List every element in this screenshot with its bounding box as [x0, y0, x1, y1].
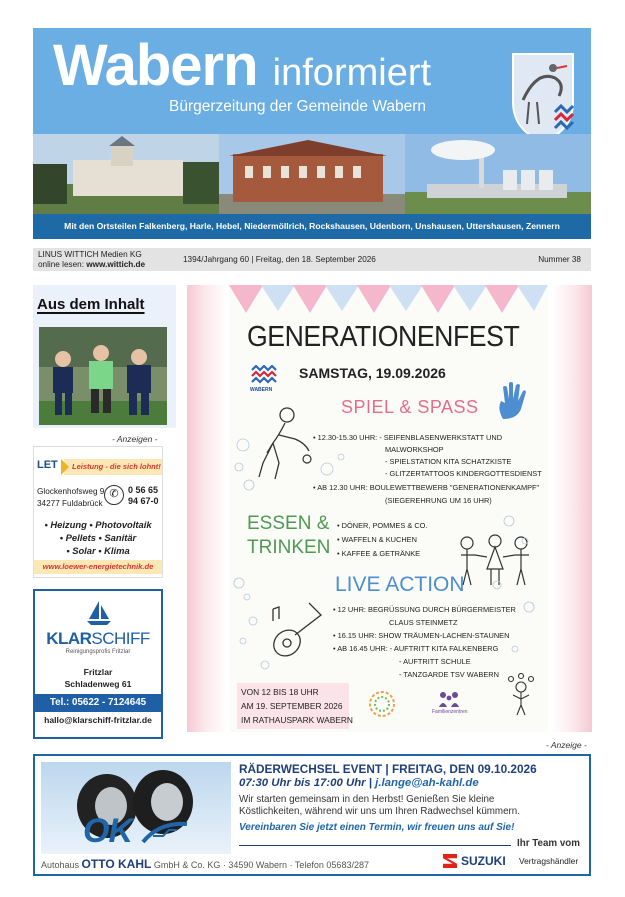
live-line-4: • AB 16.45 UHR: - AUFTRITT KITA FALKENBERG [333, 644, 499, 653]
tires-image [41, 762, 231, 854]
ad-klar-phone[interactable]: Tel.: 05622 - 7124645 [35, 694, 161, 712]
masthead [33, 28, 591, 239]
ad-klar-city: Fritzlar [83, 667, 113, 677]
kahl-time-line: 07:30 Uhr bis 17:00 Uhr | j.lange@ah-kahl.de [239, 777, 479, 789]
ad-klar-name-b: SCHIFF [91, 629, 150, 648]
online-read [38, 260, 145, 269]
essen-heading-1: ESSEN & [247, 513, 330, 534]
live-line-3: • 16.15 UHR: SHOW TRÄUMEN-LACHEN-STAUNEN [333, 631, 510, 640]
ok-logo-swoosh-icon [139, 818, 191, 848]
masthead-subtitle: Bürgerzeitung der Gemeinde Wabern [169, 98, 427, 115]
kahl-cta: Vereinbaren Sie jetzt einen Termin, wir freuen uns auf Sie! [239, 822, 515, 833]
kahl-footer-prefix: Autohaus [41, 860, 80, 870]
spiel-line-4: - GLITZERTATTOOS KINDERGOTTESDIENST [385, 469, 542, 478]
ad-loewer-line3: • Solar • Klima [66, 545, 130, 556]
ad-klarschiff[interactable] [33, 589, 163, 739]
suzuki-logo-icon [443, 854, 457, 868]
kahl-time: 07:30 Uhr bis 17:00 Uhr [239, 777, 366, 789]
generationenfest-poster[interactable] [229, 285, 548, 732]
ad-loewer-phone1: 0 56 65 [128, 485, 159, 495]
ad-klar-name [35, 629, 161, 649]
publisher: LINUS WITTICH Medien KG [38, 250, 142, 259]
spiel-line-6: (SIEGEREHRUNG UM 16 UHR) [385, 496, 492, 505]
ok-logo: OK [83, 812, 132, 850]
kahl-team: Ihr Team vom [517, 838, 580, 849]
phone-icon: ✆ [104, 485, 124, 505]
towns-banner: Mit den Ortsteilen Falkenberg, Harle, Hebel, Niedermöllrich, Rockshausen, Udenborn, Unshausen, Uttershausen, Zennern [33, 214, 591, 239]
ad-label: - Anzeige - [546, 740, 587, 750]
contents-title: Aus dem Inhalt [37, 296, 145, 313]
poster-date: SAMSTAG, 19.09.2026 [299, 365, 446, 381]
live-line-5: - AUFTRITT SCHULE [399, 657, 471, 666]
kahl-footer-rest: GmbH & Co. KG · 34590 Wabern · Telefon 05683/287 [153, 860, 369, 870]
wabern-logo-icon [251, 365, 277, 385]
kahl-email-link[interactable]: j.lange@ah-kahl.de [375, 777, 479, 789]
kahl-divider [239, 845, 511, 846]
title-wabern: Wabern [53, 33, 258, 98]
time-line-2: AM 19. SEPTEMBER 2026 [241, 701, 343, 711]
live-line-6: - TANZGARDE TSV WABERN [399, 670, 499, 679]
ad-loewer-energietechnik[interactable] [33, 446, 163, 578]
essen-line-3: • KAFFEE & GETRÄNKE [337, 549, 421, 558]
familienzentren-icon [437, 691, 461, 707]
masthead-photos [33, 134, 591, 214]
sailboat-icon [85, 599, 113, 627]
time-line-1: VON 12 BIS 18 UHR [241, 687, 319, 697]
children-drawing [455, 533, 535, 589]
masthead-title [53, 32, 431, 99]
ad-loewer-line2: • Pellets • Sanitär [59, 532, 137, 543]
spiel-heading: SPIEL & SPASS [341, 397, 479, 417]
kahl-body-1: Wir starten gemeinsam in den Herbst! Genießen Sie kleine [239, 794, 495, 805]
ad-autohaus-otto-kahl[interactable] [33, 754, 591, 876]
partner-wreath-icon [367, 689, 397, 719]
ad-loewer-city: 34277 Fuldabrück [37, 499, 103, 508]
ad-loewer-logo: LET [37, 459, 58, 471]
ad-loewer-phone2: 94 67-0 [128, 496, 159, 506]
kahl-headline: RÄDERWECHSEL EVENT | FREITAG, DEN 09.10.2026 [239, 762, 537, 776]
essen-line-1: • DÖNER, POMMES & CO. [337, 521, 428, 530]
ad-klar-tagline: Reinigungsprofis Fritzlar [65, 649, 131, 655]
online-prefix: online lesen: [38, 260, 84, 269]
issue-info: 1394/Jahrgang 60 | Freitag, den 18. September 2026 [183, 255, 376, 264]
guitar-drawing [265, 599, 327, 661]
online-url-link[interactable]: www.wittich.de [86, 260, 146, 269]
issue-number: Nummer 38 [538, 255, 581, 264]
poster-title: GENERATIONENFEST [247, 321, 520, 353]
spiel-line-2: MALWORKSHOP [385, 445, 444, 454]
info-bar [33, 248, 591, 271]
ad-loewer-street: Glockenhofsweg 9 [37, 487, 105, 496]
essen-line-2: • WAFFELN & KUCHEN [337, 535, 417, 544]
juggler-drawing [505, 673, 537, 717]
essen-heading-2: TRINKEN [247, 537, 331, 558]
contents-box [33, 285, 176, 428]
bunting-decoration [229, 285, 548, 317]
ads-label: - Anzeigen - [112, 434, 158, 444]
suzuki-suffix: Vertragshändler [519, 856, 579, 866]
suzuki-brand: SUZUKI [461, 854, 506, 868]
ad-klar-street: Schladenweg 61 [64, 679, 132, 689]
live-line-2: CLAUS STEINMETZ [389, 618, 458, 627]
handprint-icon [491, 381, 531, 421]
title-informiert: informiert [272, 52, 432, 94]
poster-logo-label: WABERN [250, 387, 273, 393]
ad-loewer-slogan: Leistung - die sich lohnt! [72, 462, 161, 471]
kahl-footer [41, 857, 369, 871]
time-line-3: IM RATHAUSPARK WABERN [241, 715, 353, 725]
kahl-body-2: Köstlichkeiten, während wir uns um Ihren Radwechsel kümmern. [239, 806, 520, 817]
spiel-line-1: • 12.30-15.30 UHR: - SEIFENBLASENWERKSTATT UND [313, 433, 503, 442]
spiel-line-3: - SPIELSTATION KITA SCHATZKISTE [385, 457, 512, 466]
live-heading: LIVE ACTION [335, 573, 465, 596]
ad-klar-email-link[interactable]: hallo@klarschiff-fritzlar.de [44, 715, 152, 725]
spiel-line-5: • AB 12.30 UHR: BOULEWETTBEWERB "GENERATIONENKAMPF" [313, 483, 540, 492]
live-line-1: • 12 UHR: BEGRÜSSUNG DURCH BÜRGERMEISTER [333, 605, 516, 614]
ad-klar-name-a: KLAR [46, 629, 92, 648]
familienzentren-label: Familienzentren [432, 709, 468, 715]
ad-loewer-line1: • Heizung • Photovoltaik [44, 519, 152, 530]
ad-loewer-web-link[interactable]: www.loewer-energietechnik.de [34, 560, 162, 574]
kahl-footer-name: OTTO KAHL [81, 857, 152, 871]
football-kids-photo[interactable] [39, 327, 167, 425]
boule-player-drawing [249, 405, 319, 483]
